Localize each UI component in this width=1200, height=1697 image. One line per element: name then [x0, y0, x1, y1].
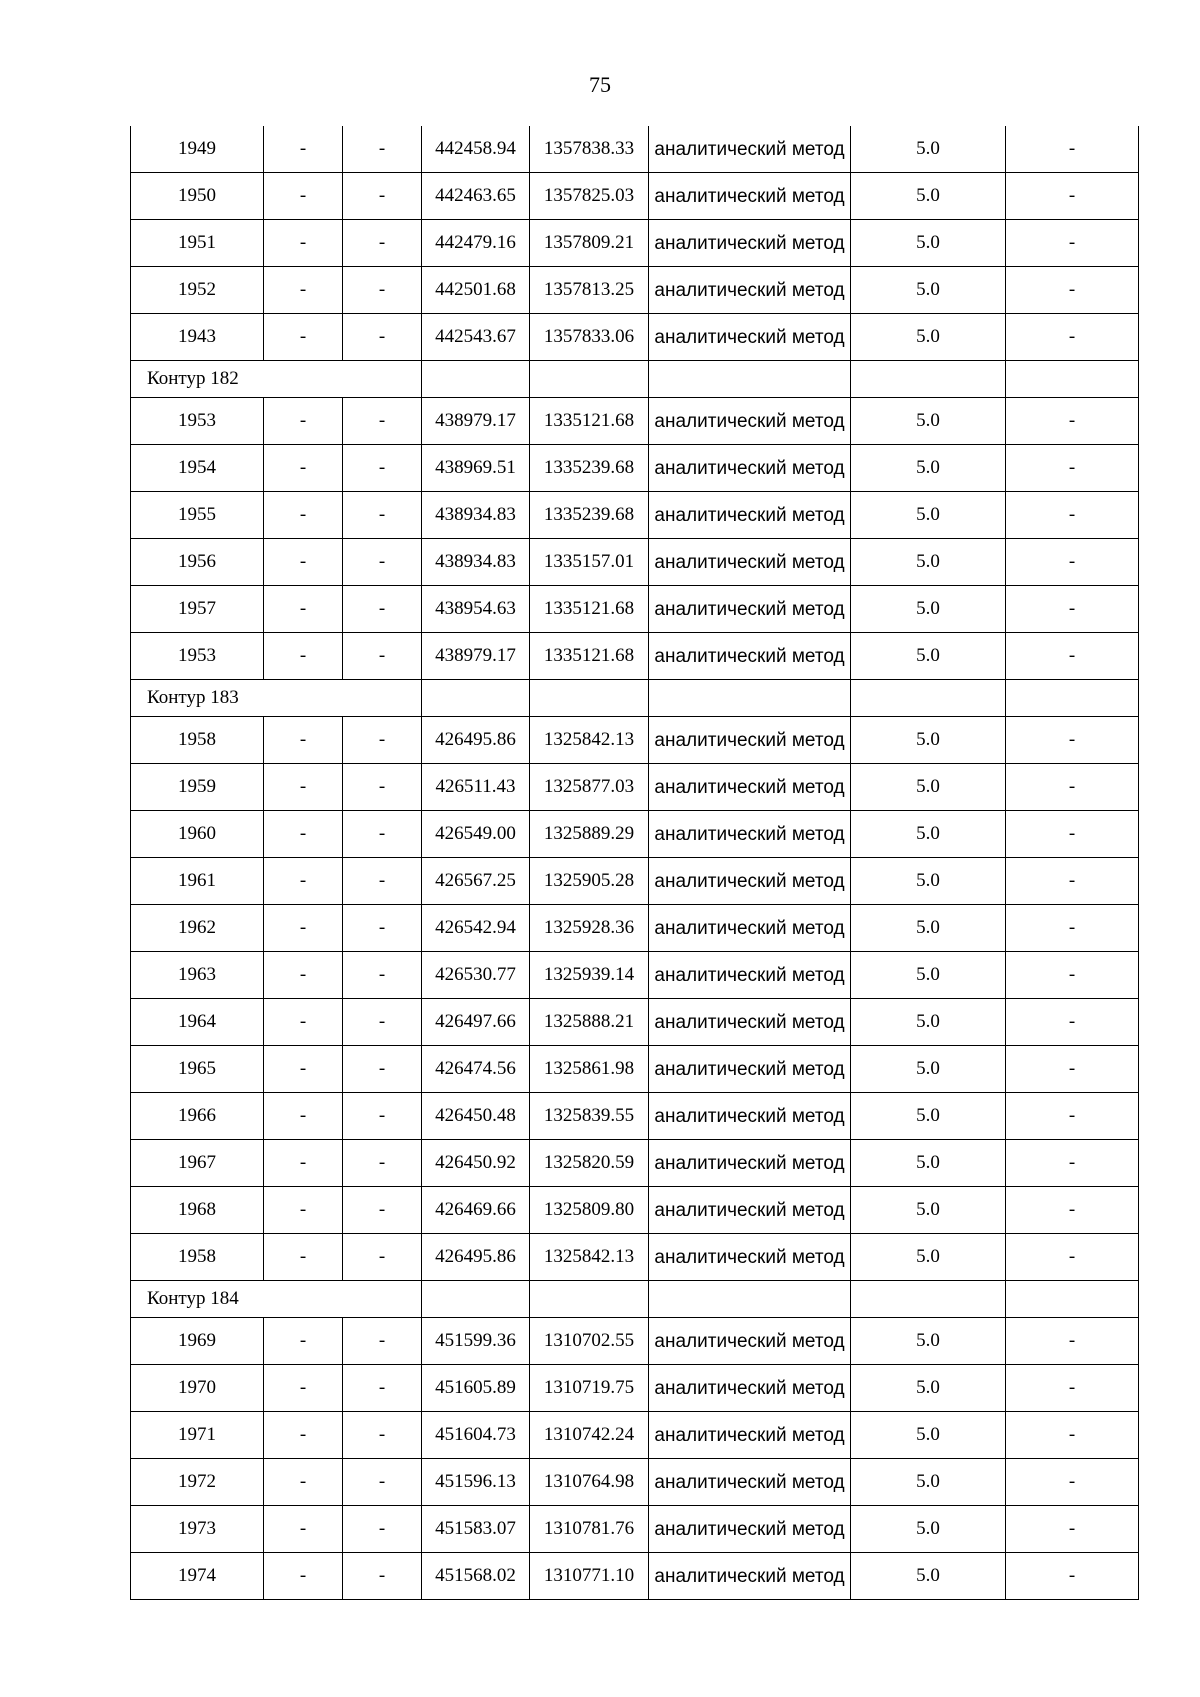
dash-cell: - — [343, 1553, 422, 1600]
method-cell: аналитический метод — [649, 220, 851, 267]
empty-cell — [649, 680, 851, 717]
accuracy-cell: 5.0 — [851, 1140, 1006, 1187]
point-number-cell: 1943 — [131, 314, 264, 361]
note-cell: - — [1006, 905, 1139, 952]
dash-cell: - — [264, 1318, 343, 1365]
dash-cell: - — [343, 314, 422, 361]
accuracy-cell: 5.0 — [851, 717, 1006, 764]
dash-cell: - — [264, 492, 343, 539]
point-number-cell: 1974 — [131, 1553, 264, 1600]
table-row — [131, 398, 1139, 445]
table-row — [131, 1412, 1139, 1459]
method-cell: аналитический метод — [649, 811, 851, 858]
dash-cell: - — [343, 905, 422, 952]
accuracy-cell: 5.0 — [851, 220, 1006, 267]
point-number-cell: 1959 — [131, 764, 264, 811]
note-cell: - — [1006, 492, 1139, 539]
dash-cell: - — [343, 858, 422, 905]
y-coordinate-cell: 1357813.25 — [530, 267, 649, 314]
table-row — [131, 764, 1139, 811]
table-row — [131, 1553, 1139, 1600]
dash-cell: - — [264, 905, 343, 952]
x-coordinate-cell: 438979.17 — [422, 398, 530, 445]
dash-cell: - — [264, 717, 343, 764]
method-cell: аналитический метод — [649, 1459, 851, 1506]
dash-cell: - — [343, 1365, 422, 1412]
empty-cell — [851, 680, 1006, 717]
dash-cell: - — [264, 1093, 343, 1140]
dash-cell: - — [264, 1459, 343, 1506]
table-row — [131, 445, 1139, 492]
y-coordinate-cell: 1335121.68 — [530, 633, 649, 680]
dash-cell: - — [343, 1459, 422, 1506]
table-row — [131, 858, 1139, 905]
y-coordinate-cell: 1325939.14 — [530, 952, 649, 999]
point-number-cell: 1958 — [131, 1234, 264, 1281]
method-cell: аналитический метод — [649, 1187, 851, 1234]
point-number-cell: 1962 — [131, 905, 264, 952]
y-coordinate-cell: 1325820.59 — [530, 1140, 649, 1187]
table-row — [131, 999, 1139, 1046]
note-cell: - — [1006, 952, 1139, 999]
dash-cell: - — [343, 811, 422, 858]
point-number-cell: 1964 — [131, 999, 264, 1046]
table-row — [131, 1140, 1139, 1187]
accuracy-cell: 5.0 — [851, 126, 1006, 173]
point-number-cell: 1963 — [131, 952, 264, 999]
y-coordinate-cell: 1325839.55 — [530, 1093, 649, 1140]
dash-cell: - — [264, 1187, 343, 1234]
empty-cell — [530, 361, 649, 398]
x-coordinate-cell: 426495.86 — [422, 717, 530, 764]
table-row — [131, 1234, 1139, 1281]
y-coordinate-cell: 1335121.68 — [530, 586, 649, 633]
dash-cell: - — [264, 858, 343, 905]
x-coordinate-cell: 426549.00 — [422, 811, 530, 858]
accuracy-cell: 5.0 — [851, 764, 1006, 811]
dash-cell: - — [264, 398, 343, 445]
method-cell: аналитический метод — [649, 905, 851, 952]
y-coordinate-cell: 1325842.13 — [530, 1234, 649, 1281]
table-row — [131, 952, 1139, 999]
accuracy-cell: 5.0 — [851, 1318, 1006, 1365]
accuracy-cell: 5.0 — [851, 905, 1006, 952]
method-cell: аналитический метод — [649, 1140, 851, 1187]
note-cell: - — [1006, 1234, 1139, 1281]
point-number-cell: 1971 — [131, 1412, 264, 1459]
x-coordinate-cell: 426495.86 — [422, 1234, 530, 1281]
point-number-cell: 1953 — [131, 398, 264, 445]
dash-cell: - — [343, 952, 422, 999]
y-coordinate-cell: 1357833.06 — [530, 314, 649, 361]
x-coordinate-cell: 438934.83 — [422, 539, 530, 586]
y-coordinate-cell: 1310742.24 — [530, 1412, 649, 1459]
dash-cell: - — [343, 1234, 422, 1281]
dash-cell: - — [264, 314, 343, 361]
x-coordinate-cell: 426530.77 — [422, 952, 530, 999]
table-row — [131, 314, 1139, 361]
note-cell: - — [1006, 173, 1139, 220]
table-row — [131, 586, 1139, 633]
point-number-cell: 1958 — [131, 717, 264, 764]
x-coordinate-cell: 442463.65 — [422, 173, 530, 220]
contour-header-row — [131, 680, 1139, 717]
accuracy-cell: 5.0 — [851, 633, 1006, 680]
empty-cell — [649, 361, 851, 398]
method-cell: аналитический метод — [649, 858, 851, 905]
x-coordinate-cell: 442458.94 — [422, 126, 530, 173]
note-cell: - — [1006, 999, 1139, 1046]
note-cell: - — [1006, 764, 1139, 811]
accuracy-cell: 5.0 — [851, 398, 1006, 445]
note-cell: - — [1006, 1506, 1139, 1553]
table-row — [131, 905, 1139, 952]
point-number-cell: 1949 — [131, 126, 264, 173]
method-cell: аналитический метод — [649, 1046, 851, 1093]
y-coordinate-cell: 1335239.68 — [530, 445, 649, 492]
x-coordinate-cell: 426497.66 — [422, 999, 530, 1046]
accuracy-cell: 5.0 — [851, 267, 1006, 314]
method-cell: аналитический метод — [649, 952, 851, 999]
x-coordinate-cell: 426450.92 — [422, 1140, 530, 1187]
x-coordinate-cell: 442543.67 — [422, 314, 530, 361]
accuracy-cell: 5.0 — [851, 952, 1006, 999]
note-cell: - — [1006, 717, 1139, 764]
dash-cell: - — [343, 1318, 422, 1365]
y-coordinate-cell: 1325877.03 — [530, 764, 649, 811]
y-coordinate-cell: 1325809.80 — [530, 1187, 649, 1234]
x-coordinate-cell: 438954.63 — [422, 586, 530, 633]
method-cell: аналитический метод — [649, 1412, 851, 1459]
method-cell: аналитический метод — [649, 717, 851, 764]
point-number-cell: 1972 — [131, 1459, 264, 1506]
accuracy-cell: 5.0 — [851, 1046, 1006, 1093]
note-cell: - — [1006, 1365, 1139, 1412]
empty-cell — [530, 1281, 649, 1318]
method-cell: аналитический метод — [649, 398, 851, 445]
y-coordinate-cell: 1335157.01 — [530, 539, 649, 586]
note-cell: - — [1006, 1553, 1139, 1600]
method-cell: аналитический метод — [649, 1365, 851, 1412]
empty-cell — [1006, 361, 1139, 398]
dash-cell: - — [343, 1046, 422, 1093]
note-cell: - — [1006, 1187, 1139, 1234]
y-coordinate-cell: 1310781.76 — [530, 1506, 649, 1553]
method-cell: аналитический метод — [649, 586, 851, 633]
note-cell: - — [1006, 811, 1139, 858]
dash-cell: - — [343, 267, 422, 314]
note-cell: - — [1006, 1412, 1139, 1459]
contour-label: Контур 183 — [131, 680, 422, 717]
dash-cell: - — [264, 1365, 343, 1412]
dash-cell: - — [343, 220, 422, 267]
dash-cell: - — [264, 811, 343, 858]
table-row — [131, 492, 1139, 539]
method-cell: аналитический метод — [649, 633, 851, 680]
method-cell: аналитический метод — [649, 1506, 851, 1553]
accuracy-cell: 5.0 — [851, 999, 1006, 1046]
empty-cell — [1006, 1281, 1139, 1318]
empty-cell — [649, 1281, 851, 1318]
y-coordinate-cell: 1357825.03 — [530, 173, 649, 220]
dash-cell: - — [343, 1093, 422, 1140]
accuracy-cell: 5.0 — [851, 1412, 1006, 1459]
method-cell: аналитический метод — [649, 1093, 851, 1140]
table-row — [131, 539, 1139, 586]
accuracy-cell: 5.0 — [851, 1553, 1006, 1600]
dash-cell: - — [264, 1412, 343, 1459]
dash-cell: - — [264, 586, 343, 633]
y-coordinate-cell: 1325888.21 — [530, 999, 649, 1046]
note-cell: - — [1006, 586, 1139, 633]
dash-cell: - — [343, 999, 422, 1046]
contour-label: Контур 182 — [131, 361, 422, 398]
point-number-cell: 1969 — [131, 1318, 264, 1365]
point-number-cell: 1960 — [131, 811, 264, 858]
point-number-cell: 1952 — [131, 267, 264, 314]
table-row — [131, 220, 1139, 267]
method-cell: аналитический метод — [649, 492, 851, 539]
dash-cell: - — [264, 126, 343, 173]
table-row — [131, 267, 1139, 314]
accuracy-cell: 5.0 — [851, 1187, 1006, 1234]
point-number-cell: 1951 — [131, 220, 264, 267]
note-cell: - — [1006, 539, 1139, 586]
dash-cell: - — [264, 173, 343, 220]
method-cell: аналитический метод — [649, 173, 851, 220]
point-number-cell: 1970 — [131, 1365, 264, 1412]
page-number: 75 — [589, 72, 611, 97]
dash-cell: - — [343, 586, 422, 633]
contour-label: Контур 184 — [131, 1281, 422, 1318]
empty-cell — [422, 1281, 530, 1318]
y-coordinate-cell: 1335121.68 — [530, 398, 649, 445]
contour-header-row — [131, 361, 1139, 398]
point-number-cell: 1968 — [131, 1187, 264, 1234]
dash-cell: - — [343, 539, 422, 586]
point-number-cell: 1967 — [131, 1140, 264, 1187]
dash-cell: - — [264, 1553, 343, 1600]
note-cell: - — [1006, 220, 1139, 267]
table-body — [131, 126, 1139, 1600]
y-coordinate-cell: 1325928.36 — [530, 905, 649, 952]
dash-cell: - — [343, 633, 422, 680]
method-cell: аналитический метод — [649, 314, 851, 361]
y-coordinate-cell: 1325842.13 — [530, 717, 649, 764]
dash-cell: - — [343, 445, 422, 492]
x-coordinate-cell: 451605.89 — [422, 1365, 530, 1412]
note-cell: - — [1006, 1093, 1139, 1140]
x-coordinate-cell: 426450.48 — [422, 1093, 530, 1140]
dash-cell: - — [343, 1187, 422, 1234]
y-coordinate-cell: 1325905.28 — [530, 858, 649, 905]
table-row — [131, 1046, 1139, 1093]
table-row — [131, 1506, 1139, 1553]
empty-cell — [851, 1281, 1006, 1318]
x-coordinate-cell: 451583.07 — [422, 1506, 530, 1553]
contour-header-row — [131, 1281, 1139, 1318]
table-row — [131, 633, 1139, 680]
dash-cell: - — [343, 764, 422, 811]
y-coordinate-cell: 1310771.10 — [530, 1553, 649, 1600]
accuracy-cell: 5.0 — [851, 173, 1006, 220]
accuracy-cell: 5.0 — [851, 492, 1006, 539]
accuracy-cell: 5.0 — [851, 858, 1006, 905]
dash-cell: - — [264, 999, 343, 1046]
dash-cell: - — [264, 445, 343, 492]
empty-cell — [530, 680, 649, 717]
y-coordinate-cell: 1310702.55 — [530, 1318, 649, 1365]
x-coordinate-cell: 442501.68 — [422, 267, 530, 314]
x-coordinate-cell: 451599.36 — [422, 1318, 530, 1365]
point-number-cell: 1966 — [131, 1093, 264, 1140]
empty-cell — [851, 361, 1006, 398]
coordinates-table — [130, 126, 1139, 1600]
point-number-cell: 1973 — [131, 1506, 264, 1553]
x-coordinate-cell: 442479.16 — [422, 220, 530, 267]
dash-cell: - — [343, 126, 422, 173]
dash-cell: - — [264, 633, 343, 680]
note-cell: - — [1006, 858, 1139, 905]
note-cell: - — [1006, 1318, 1139, 1365]
dash-cell: - — [264, 220, 343, 267]
accuracy-cell: 5.0 — [851, 1365, 1006, 1412]
dash-cell: - — [264, 267, 343, 314]
note-cell: - — [1006, 314, 1139, 361]
y-coordinate-cell: 1335239.68 — [530, 492, 649, 539]
x-coordinate-cell: 451568.02 — [422, 1553, 530, 1600]
x-coordinate-cell: 438934.83 — [422, 492, 530, 539]
point-number-cell: 1954 — [131, 445, 264, 492]
dash-cell: - — [343, 492, 422, 539]
point-number-cell: 1953 — [131, 633, 264, 680]
x-coordinate-cell: 451596.13 — [422, 1459, 530, 1506]
dash-cell: - — [264, 952, 343, 999]
dash-cell: - — [343, 1506, 422, 1553]
y-coordinate-cell: 1310719.75 — [530, 1365, 649, 1412]
note-cell: - — [1006, 633, 1139, 680]
accuracy-cell: 5.0 — [851, 811, 1006, 858]
point-number-cell: 1956 — [131, 539, 264, 586]
method-cell: аналитический метод — [649, 999, 851, 1046]
y-coordinate-cell: 1357838.33 — [530, 126, 649, 173]
accuracy-cell: 5.0 — [851, 539, 1006, 586]
method-cell: аналитический метод — [649, 539, 851, 586]
dash-cell: - — [264, 1140, 343, 1187]
note-cell: - — [1006, 267, 1139, 314]
dash-cell: - — [343, 173, 422, 220]
empty-cell — [422, 361, 530, 398]
point-number-cell: 1957 — [131, 586, 264, 633]
dash-cell: - — [343, 717, 422, 764]
note-cell: - — [1006, 126, 1139, 173]
y-coordinate-cell: 1310764.98 — [530, 1459, 649, 1506]
table-row — [131, 1459, 1139, 1506]
dash-cell: - — [264, 1046, 343, 1093]
x-coordinate-cell: 426567.25 — [422, 858, 530, 905]
table-row — [131, 1093, 1139, 1140]
method-cell: аналитический метод — [649, 445, 851, 492]
point-number-cell: 1950 — [131, 173, 264, 220]
dash-cell: - — [264, 1234, 343, 1281]
dash-cell: - — [264, 539, 343, 586]
point-number-cell: 1965 — [131, 1046, 264, 1093]
method-cell: аналитический метод — [649, 764, 851, 811]
note-cell: - — [1006, 398, 1139, 445]
dash-cell: - — [343, 398, 422, 445]
x-coordinate-cell: 451604.73 — [422, 1412, 530, 1459]
method-cell: аналитический метод — [649, 267, 851, 314]
table-row — [131, 1318, 1139, 1365]
point-number-cell: 1955 — [131, 492, 264, 539]
y-coordinate-cell: 1357809.21 — [530, 220, 649, 267]
table-row — [131, 126, 1139, 173]
x-coordinate-cell: 426474.56 — [422, 1046, 530, 1093]
y-coordinate-cell: 1325889.29 — [530, 811, 649, 858]
method-cell: аналитический метод — [649, 1234, 851, 1281]
x-coordinate-cell: 426469.66 — [422, 1187, 530, 1234]
table-row — [131, 1365, 1139, 1412]
table-row — [131, 1187, 1139, 1234]
dash-cell: - — [343, 1140, 422, 1187]
note-cell: - — [1006, 1046, 1139, 1093]
table-row — [131, 811, 1139, 858]
accuracy-cell: 5.0 — [851, 1093, 1006, 1140]
note-cell: - — [1006, 1140, 1139, 1187]
accuracy-cell: 5.0 — [851, 1506, 1006, 1553]
x-coordinate-cell: 438969.51 — [422, 445, 530, 492]
method-cell: аналитический метод — [649, 1318, 851, 1365]
accuracy-cell: 5.0 — [851, 314, 1006, 361]
dash-cell: - — [264, 1506, 343, 1553]
note-cell: - — [1006, 1459, 1139, 1506]
empty-cell — [422, 680, 530, 717]
x-coordinate-cell: 438979.17 — [422, 633, 530, 680]
note-cell: - — [1006, 445, 1139, 492]
method-cell: аналитический метод — [649, 126, 851, 173]
table-row — [131, 173, 1139, 220]
accuracy-cell: 5.0 — [851, 445, 1006, 492]
point-number-cell: 1961 — [131, 858, 264, 905]
accuracy-cell: 5.0 — [851, 1234, 1006, 1281]
accuracy-cell: 5.0 — [851, 586, 1006, 633]
y-coordinate-cell: 1325861.98 — [530, 1046, 649, 1093]
x-coordinate-cell: 426542.94 — [422, 905, 530, 952]
x-coordinate-cell: 426511.43 — [422, 764, 530, 811]
dash-cell: - — [343, 1412, 422, 1459]
table-row — [131, 717, 1139, 764]
dash-cell: - — [264, 764, 343, 811]
empty-cell — [1006, 680, 1139, 717]
accuracy-cell: 5.0 — [851, 1459, 1006, 1506]
method-cell: аналитический метод — [649, 1553, 851, 1600]
